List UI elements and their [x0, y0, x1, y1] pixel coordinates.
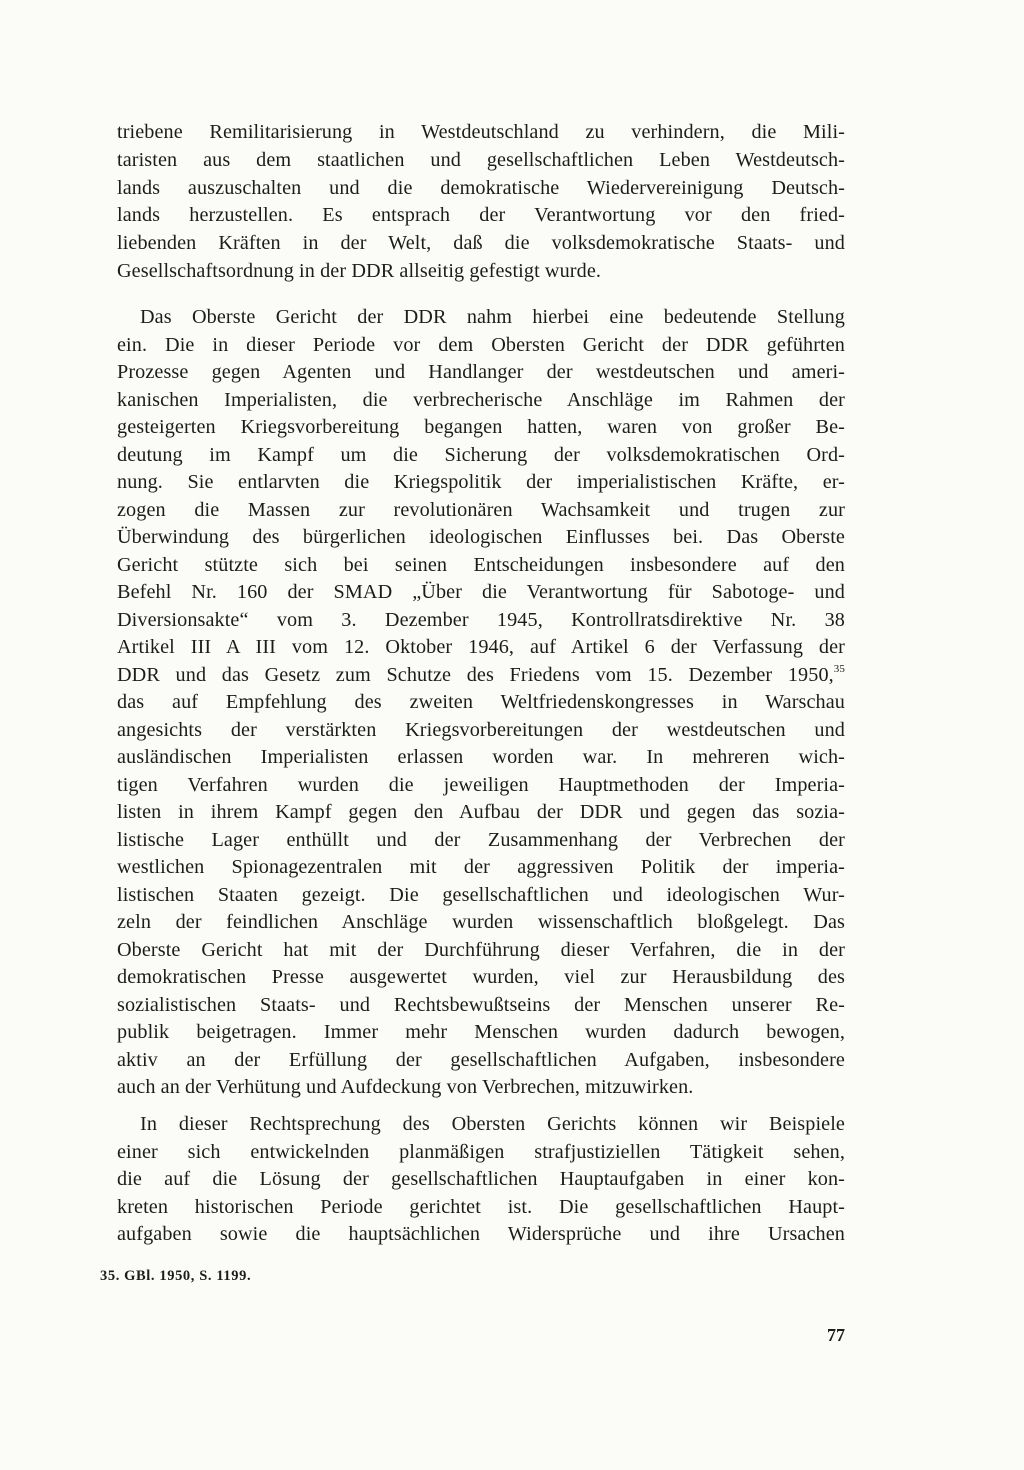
text-line: kanischen Imperialisten, die verbrecherische Anschläge im Rahmen der [117, 389, 845, 411]
text-line: taristen aus dem staatlichen und gesellschaftlichen Leben Westdeutsch- [117, 149, 845, 171]
text-line: listen in ihrem Kampf gegen den Aufbau der DDR und gegen das sozia- [117, 801, 845, 823]
text-line: lands auszuschalten und die demokratische Wiedervereinigung Deutsch- [117, 177, 845, 199]
text-line: Oberste Gericht hat mit der Durchführung dieser Verfahren, die in der [117, 939, 845, 961]
text-line: westlichen Spionagezentralen mit der aggressiven Politik der imperia- [117, 856, 845, 878]
text-line: ein. Die in dieser Periode vor dem Obersten Gericht der DDR geführten [117, 334, 845, 356]
text-line: angesichts der verstärkten Kriegsvorbereitungen der westdeutschen und [117, 719, 845, 741]
text-line: lands herzustellen. Es entsprach der Verantwortung vor den fried- [117, 204, 845, 226]
text-line: listische Lager enthüllt und der Zusammenhang der Verbrechen der [117, 829, 845, 851]
text-line: das auf Empfehlung des zweiten Weltfriedenskongresses in Warschau [117, 691, 845, 713]
text-line: In dieser Rechtsprechung des Obersten Gerichts können wir Beispiele [140, 1113, 845, 1135]
text-line: Prozesse gegen Agenten und Handlanger der westdeutschen und ameri- [117, 361, 845, 383]
text-line: triebene Remilitarisierung in Westdeutschland zu verhindern, die Mili- [117, 121, 845, 143]
footnote: 35. GBl. 1950, S. 1199. [100, 1268, 252, 1284]
text-line: demokratischen Presse ausgewertet wurden, viel zur Herausbildung des [117, 966, 845, 988]
text-line: Befehl Nr. 160 der SMAD „Über die Verantwortung für Sabotoge- und [117, 581, 845, 603]
text-line: deutung im Kampf um die Sicherung der volksdemokratischen Ord- [117, 444, 845, 466]
text-line: auch an der Verhütung und Aufdeckung von Verbrechen, mitzuwirken. [117, 1076, 694, 1098]
text-line: publik beigetragen. Immer mehr Menschen wurden dadurch bewogen, [117, 1021, 845, 1043]
text-line: Überwindung des bürgerlichen ideologischen Einflusses bei. Das Oberste [117, 526, 845, 548]
text-line: gesteigerten Kriegsvorbereitung begangen hatten, waren von großer Be- [117, 416, 845, 438]
text-line: ausländischen Imperialisten erlassen worden war. In mehreren wich- [117, 746, 845, 768]
text-line: Gericht stützte sich bei seinen Entscheidungen insbesondere auf den [117, 554, 845, 576]
text-line: kreten historischen Periode gerichtet ist. Die gesellschaftlichen Haupt- [117, 1196, 845, 1218]
text-line: zeln der feindlichen Anschläge wurden wissenschaftlich bloßgelegt. Das [117, 911, 845, 933]
text-line: Das Oberste Gericht der DDR nahm hierbei eine bedeutende Stellung [140, 306, 845, 328]
text-line: zogen die Massen zur revolutionären Wachsamkeit und trugen zur [117, 499, 845, 521]
text-line: listischen Staaten gezeigt. Die gesellschaftlichen und ideologischen Wur- [117, 884, 845, 906]
text-line: die auf die Lösung der gesellschaftlichen Hauptaufgaben in einer kon- [117, 1168, 845, 1190]
text-line: nung. Sie entlarvten die Kriegspolitik der imperialistischen Kräfte, er- [117, 471, 845, 493]
text-line: tigen Verfahren wurden die jeweiligen Hauptmethoden der Imperia- [117, 774, 845, 796]
text-line: Diversionsakte“ vom 3. Dezember 1945, Kontrollratsdirektive Nr. 38 [117, 609, 845, 631]
text-line: sozialistischen Staats- und Rechtsbewußtseins der Menschen unserer Re- [117, 994, 845, 1016]
text-line [117, 661, 845, 689]
text-line: liebenden Kräften in der Welt, daß die volksdemokratische Staats- und [117, 232, 845, 254]
text-line: Gesellschaftsordnung in der DDR allseitig gefestigt wurde. [117, 260, 602, 282]
text-line: Artikel III A III vom 12. Oktober 1946, auf Artikel 6 der Verfassung der [117, 636, 845, 658]
text-line: aufgaben sowie die hauptsächlichen Widersprüche und ihre Ursachen [117, 1223, 845, 1245]
footnote-marker: 35 [833, 663, 845, 675]
text-line: aktiv an der Erfüllung der gesellschaftlichen Aufgaben, insbesondere [117, 1049, 845, 1071]
page-number: 77 [827, 1325, 845, 1345]
text-line: einer sich entwickelnden planmäßigen strafjustiziellen Tätigkeit sehen, [117, 1141, 845, 1163]
text-line-content: DDR und das Gesetz zum Schutze des Friedens vom 15. Dezember 1950, [117, 664, 834, 686]
